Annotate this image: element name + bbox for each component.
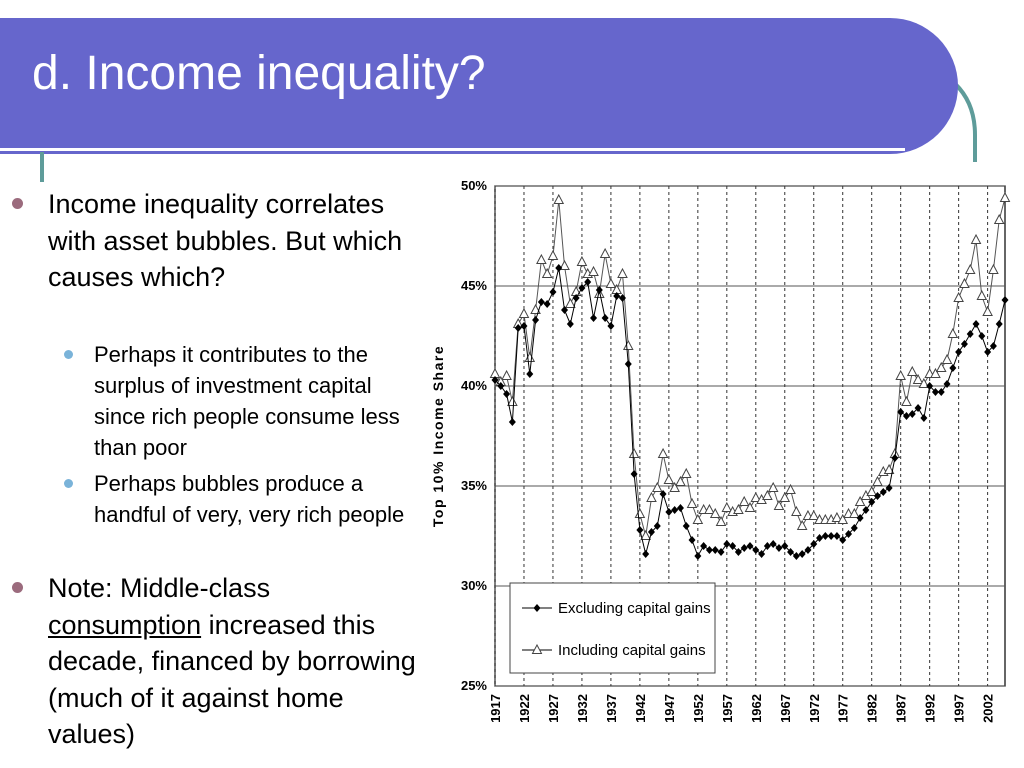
legend-label: Including capital gains — [558, 642, 706, 659]
x-tick-label: 1947 — [661, 694, 677, 723]
slide-title: d. Income inequality? — [32, 47, 486, 100]
x-tick-label: 1952 — [690, 694, 706, 723]
sub-bullet-text: Perhaps bubbles produce a handful of very, very rich people — [94, 471, 405, 527]
x-tick-label: 1982 — [864, 694, 880, 723]
title-underline — [0, 148, 905, 151]
x-tick-label: 1942 — [632, 694, 648, 723]
x-tick-label: 1962 — [748, 694, 764, 723]
x-tick-label: 1987 — [893, 694, 909, 723]
x-tick-label: 1997 — [951, 694, 967, 723]
x-tick-label: 2002 — [980, 694, 996, 723]
bullet-dot-icon — [12, 582, 23, 593]
x-tick-label: 1977 — [835, 694, 851, 723]
x-tick-label: 1922 — [516, 694, 532, 723]
bullet-text — [48, 570, 428, 753]
note-text-end: increased this decade, financed by borrowing (much of it against home values) — [48, 609, 416, 749]
x-tick-label: 1917 — [488, 694, 503, 723]
x-tick-label: 1992 — [922, 694, 938, 723]
income-share-chart — [425, 168, 1020, 768]
underlined-word: consumption — [48, 609, 202, 640]
x-tick-label: 1932 — [574, 694, 590, 723]
x-tick-label: 1972 — [806, 694, 822, 723]
sub-bullet-text: Perhaps it contributes to the surplus of investment capital since rich people consume less than poor — [94, 342, 400, 460]
note-text-start: Note: Middle-class — [48, 573, 271, 603]
x-tick-label: 1927 — [545, 694, 561, 723]
bullet-text: Income inequality correlates with asset bubbles. But which causes which? — [48, 189, 403, 292]
y-tick-label: 25% — [460, 678, 487, 693]
y-tick-label: 35% — [460, 478, 487, 493]
sub-bullet-dot-icon — [64, 479, 73, 488]
y-axis-label: Top 10% Income Share — [430, 344, 446, 528]
legend-box — [510, 583, 715, 673]
x-tick-label: 1967 — [777, 694, 793, 723]
legend-label: Excluding capital gains — [558, 600, 711, 617]
legend — [510, 583, 715, 673]
sub-bullet-dot-icon — [64, 350, 73, 359]
y-tick-label: 45% — [460, 278, 487, 293]
y-tick-label: 40% — [460, 378, 487, 393]
decorative-accent — [40, 152, 44, 182]
bullet-dot-icon — [12, 198, 23, 209]
y-tick-label: 50% — [460, 178, 487, 193]
y-tick-label: 30% — [460, 578, 487, 593]
x-tick-label: 1937 — [603, 694, 619, 723]
x-tick-label: 1957 — [719, 694, 735, 723]
